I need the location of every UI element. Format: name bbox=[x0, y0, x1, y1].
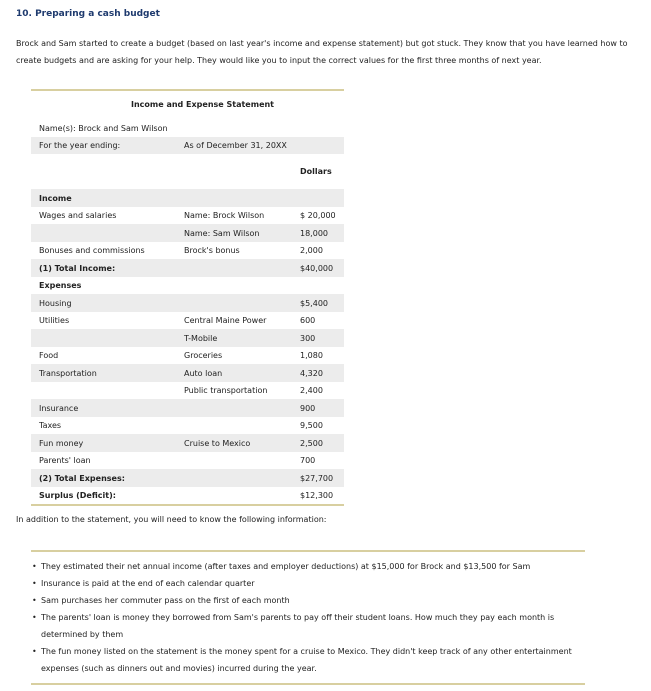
fun-money-desc: Cruise to Mexico bbox=[184, 438, 251, 448]
transportation-desc-public: Public transportation bbox=[184, 386, 268, 395]
housing-row bbox=[31, 294, 344, 312]
additional-info-text: In addition to the statement, you will need to know the following information: bbox=[16, 515, 327, 524]
bonuses-row bbox=[31, 242, 344, 260]
insurance-label: Insurance bbox=[39, 403, 79, 413]
expenses-header-row bbox=[31, 277, 344, 295]
intro-text: Brock and Sam started to create a budget (based on last year's income and expense statement) but got stuck. They know that you have learned how to create budgets and are asking for your help. They would like you to input the correct values for the first three months of next year. bbox=[16, 39, 628, 65]
bullet-icon: • bbox=[32, 579, 37, 588]
utilities-desc-phone: T-Mobile bbox=[184, 333, 218, 343]
list-item bbox=[31, 609, 585, 643]
list-item bbox=[31, 643, 585, 677]
note-text: Sam purchases her commuter pass on the first of each month bbox=[41, 596, 290, 605]
dollars-header-row bbox=[31, 154, 344, 189]
names-row bbox=[31, 119, 344, 137]
bullet-icon: • bbox=[32, 647, 37, 656]
statement-heading: Income and Expense Statement bbox=[130, 100, 275, 109]
income-header: Income bbox=[39, 193, 72, 203]
wages-value-sam: 18,000 bbox=[300, 228, 328, 238]
insurance-value: 900 bbox=[300, 403, 316, 413]
transportation-value-auto: 4,320 bbox=[300, 368, 323, 378]
notes-box bbox=[31, 550, 585, 685]
fun-money-row bbox=[31, 434, 344, 452]
bonuses-value: 2,000 bbox=[300, 246, 323, 255]
utilities-row bbox=[31, 312, 344, 330]
note-text: Insurance is paid at the end of each calendar quarter bbox=[41, 579, 255, 588]
taxes-row bbox=[31, 417, 344, 435]
surplus-label: Surplus (Deficit): bbox=[39, 491, 116, 500]
parents-loan-label: Parents' loan bbox=[39, 456, 91, 465]
utilities-label: Utilities bbox=[39, 316, 70, 325]
names-label: Name(s): Brock and Sam Wilson bbox=[39, 123, 168, 133]
utilities-value-power: 600 bbox=[300, 316, 316, 325]
utilities-row-2 bbox=[31, 329, 344, 347]
fun-money-label: Fun money bbox=[39, 438, 84, 448]
page-title: 10. Preparing a cash budget bbox=[16, 9, 160, 19]
food-label: Food bbox=[39, 351, 59, 360]
expenses-header: Expenses bbox=[39, 281, 82, 290]
list-item bbox=[31, 592, 585, 609]
food-desc: Groceries bbox=[184, 351, 223, 360]
taxes-value: 9,500 bbox=[300, 421, 323, 430]
surplus-value: $12,300 bbox=[300, 491, 334, 500]
list-item bbox=[31, 558, 585, 575]
notes-list bbox=[31, 552, 585, 683]
utilities-value-phone: 300 bbox=[300, 333, 316, 343]
transportation-desc-auto: Auto loan bbox=[184, 368, 223, 378]
total-income-row bbox=[31, 259, 344, 277]
transportation-row bbox=[31, 364, 344, 382]
transportation-value-public: 2,400 bbox=[300, 386, 323, 395]
utilities-desc-power: Central Maine Power bbox=[184, 316, 267, 325]
bonuses-desc: Brock's bonus bbox=[184, 246, 240, 255]
income-header-row bbox=[31, 189, 344, 207]
housing-label: Housing bbox=[39, 298, 72, 308]
fun-money-value: 2,500 bbox=[300, 438, 323, 448]
bonuses-label: Bonuses and commissions bbox=[39, 246, 145, 255]
bullet-icon: • bbox=[32, 562, 37, 571]
total-income-value: $40,000 bbox=[300, 263, 334, 273]
transportation-label: Transportation bbox=[39, 368, 97, 378]
insurance-row bbox=[31, 399, 344, 417]
total-expenses-value: $27,700 bbox=[300, 473, 334, 483]
surplus-row bbox=[31, 487, 344, 505]
total-income-label: (1) Total Income: bbox=[39, 263, 116, 273]
total-expenses-label: (2) Total Expenses: bbox=[39, 473, 125, 483]
food-value: 1,080 bbox=[300, 351, 323, 360]
note-text: The fun money listed on the statement is the money spent for a cruise to Mexico. They didn't keep track of any other entertainment expenses (such as dinners out and movies) incurred during the year. bbox=[41, 647, 572, 673]
transportation-row-2 bbox=[31, 382, 344, 400]
year-label: For the year ending: bbox=[39, 141, 121, 150]
total-expenses-row bbox=[31, 469, 344, 487]
bullet-icon: • bbox=[32, 613, 37, 622]
note-text: They estimated their net annual income (after taxes and employer deductions) at $15,000 for Brock and $13,500 for Sam bbox=[41, 562, 531, 571]
wages-row-2 bbox=[31, 224, 344, 242]
taxes-label: Taxes bbox=[39, 421, 62, 430]
wages-desc-brock: Name: Brock Wilson bbox=[184, 211, 265, 220]
wages-value-brock: $ 20,000 bbox=[300, 211, 336, 220]
bullet-icon: • bbox=[32, 596, 37, 605]
parents-loan-row bbox=[31, 452, 344, 470]
year-value: As of December 31, 20XX bbox=[184, 141, 287, 150]
parents-loan-value: 700 bbox=[300, 456, 316, 465]
list-item bbox=[31, 575, 585, 592]
note-text: The parents' loan is money they borrowed from Sam's parents to pay off their student loans. How much they pay each month is determined by them bbox=[41, 613, 555, 639]
housing-value: $5,400 bbox=[300, 298, 328, 308]
dollars-header: Dollars bbox=[300, 167, 332, 176]
year-row bbox=[31, 137, 344, 155]
wages-row bbox=[31, 207, 344, 225]
food-row bbox=[31, 347, 344, 365]
wages-label: Wages and salaries bbox=[39, 211, 117, 220]
wages-desc-sam: Name: Sam Wilson bbox=[184, 228, 260, 238]
income-expense-statement bbox=[31, 89, 344, 506]
